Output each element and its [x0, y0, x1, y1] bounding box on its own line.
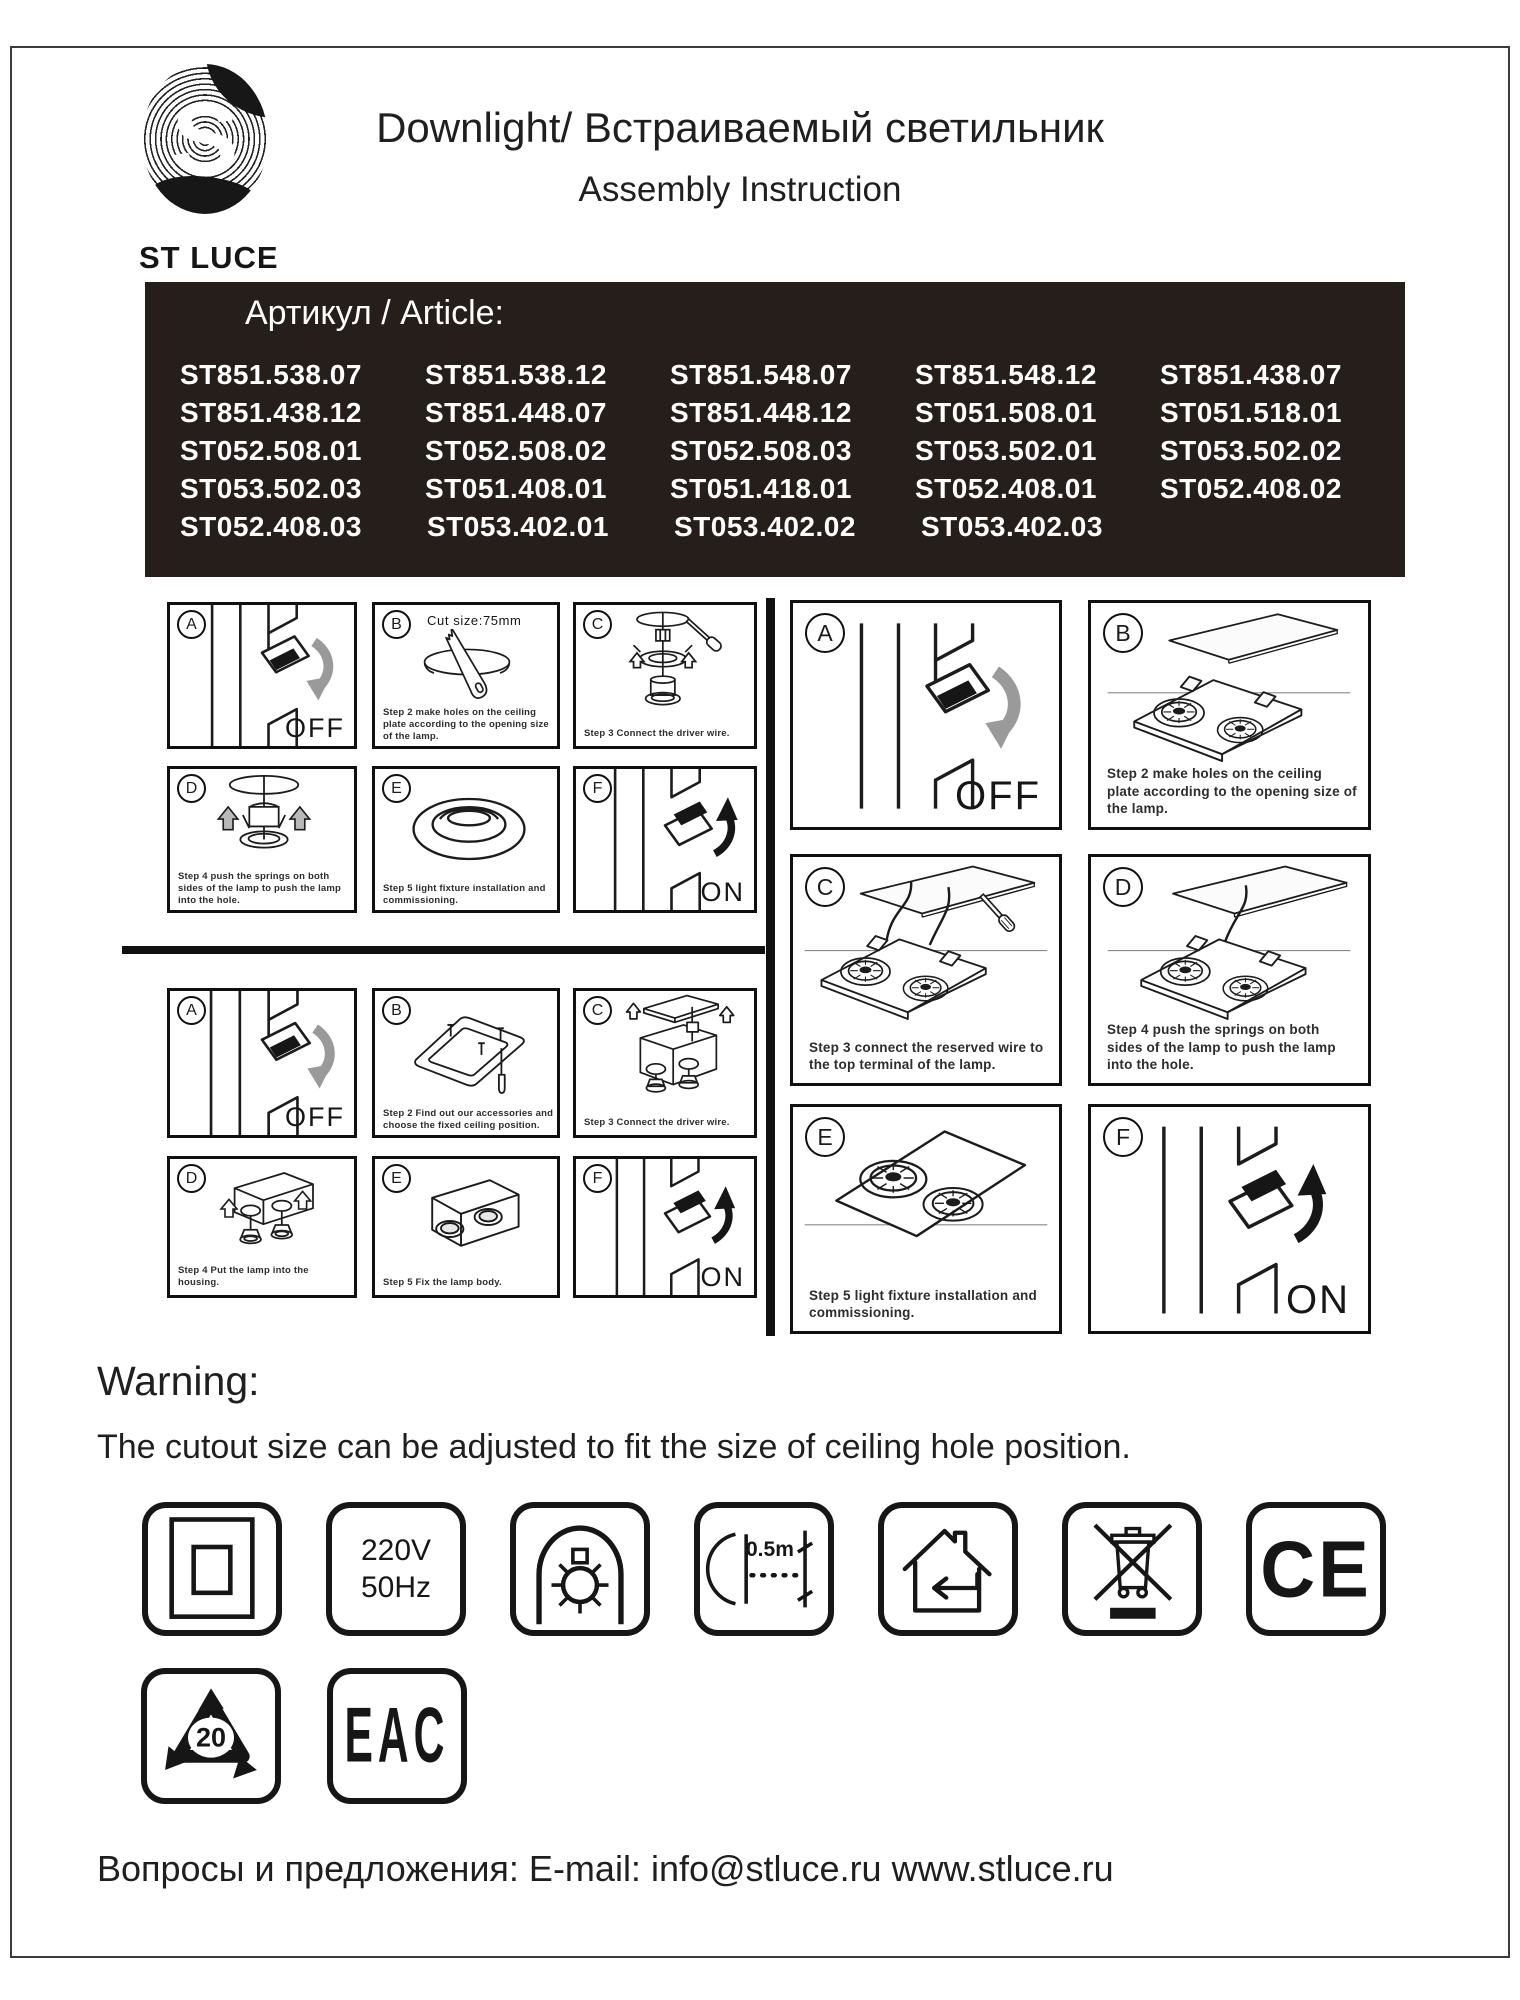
panel-set3-c [790, 854, 1062, 1086]
article-number: ST051.508.01 [915, 397, 1097, 428]
article-number: ST052.508.02 [425, 435, 607, 466]
eac-mark-icon [327, 1668, 467, 1804]
article-number: ST051.408.01 [425, 473, 607, 504]
article-row [145, 356, 1405, 394]
article-row [145, 470, 1405, 508]
logo-monogram: S [171, 82, 239, 195]
panel-set2-d [167, 1156, 357, 1298]
contact-line: Вопросы и предложения: E-mail: info@stluce.ru www.stluce.ru [97, 1848, 1114, 1889]
article-number: ST851.448.07 [425, 397, 607, 428]
panel-set3-d [1088, 854, 1371, 1086]
page-subtitle: Assembly Instruction [578, 170, 902, 209]
switch-state-label: OFF [285, 1102, 345, 1132]
switch-state-label: ON [700, 877, 745, 907]
panel-set2-f [573, 1156, 757, 1298]
article-number: ST851.438.07 [1160, 359, 1342, 390]
step-caption: Step 4 push the springs on both sides of the lamp to push the lamp into the hole. [178, 871, 342, 907]
step-letter: D [177, 774, 206, 803]
warning-text: The cutout size can be adjusted to fit the size of ceiling hole position. [97, 1428, 1131, 1466]
article-number: ST851.448.12 [670, 397, 852, 428]
horizontal-divider [122, 946, 765, 954]
min-distance-glyph [705, 1511, 823, 1627]
step-letter: D [1103, 867, 1143, 907]
ce-mark-icon [1246, 1502, 1386, 1636]
panel-set1-c [573, 602, 757, 749]
panel-set1-a [167, 602, 357, 749]
article-box [145, 282, 1405, 577]
warning-heading: Warning: [97, 1358, 260, 1404]
panel-set1-f [573, 766, 757, 913]
distance-label: 0.5m [746, 1538, 794, 1561]
article-number: ST052.408.02 [1160, 473, 1342, 504]
article-number: ST053.402.01 [427, 511, 609, 542]
step-caption: Step 3 Connect the driver wire. [584, 1117, 730, 1129]
step-letter: C [805, 867, 845, 907]
switch-state-label: ON [700, 1262, 745, 1292]
step-caption: Step 3 Connect the driver wire. [584, 728, 730, 740]
switch-state-label: OFF [955, 774, 1041, 818]
recessed-luminaire-glyph [530, 1512, 630, 1626]
panel-set2-a [167, 988, 357, 1138]
step-letter: A [177, 996, 206, 1025]
recycle-20-icon [141, 1668, 281, 1804]
step-caption: Step 2 make holes on the ceiling plate according to the opening size of the lamp. [1107, 766, 1357, 817]
article-row [145, 394, 1405, 432]
article-number: ST851.438.12 [180, 397, 362, 428]
step-caption: Step 3 connect the reserved wire to the top terminal of the lamp. [809, 1039, 1044, 1073]
article-row [145, 508, 1405, 546]
step-letter: E [382, 774, 411, 803]
step-letter: A [805, 613, 845, 653]
step-caption: Step 5 light fixture installation and commissioning. [383, 883, 546, 907]
article-number: ST053.402.02 [674, 511, 856, 542]
article-number: ST053.402.03 [921, 511, 1103, 542]
step-letter: C [583, 610, 612, 639]
weee-bin-glyph [1079, 1510, 1185, 1628]
eac-label: EAC [344, 1692, 450, 1780]
step-letter: E [805, 1117, 845, 1157]
article-row [145, 432, 1405, 470]
lamp-installed-icon [391, 779, 547, 879]
class-ii-glyph [164, 1514, 260, 1624]
indoor-use-glyph [894, 1512, 1002, 1626]
step-caption: Step 4 Put the lamp into the housing. [178, 1265, 309, 1289]
article-number: ST052.408.03 [180, 511, 362, 542]
cut-size-label: Cut size:75mm [427, 613, 522, 628]
article-number: ST052.508.01 [180, 435, 362, 466]
voltage-icon [326, 1502, 466, 1636]
article-number: ST851.538.12 [425, 359, 607, 390]
step-caption: Step 5 light fixture installation and commissioning. [809, 1287, 1037, 1321]
panel-set2-e [372, 1156, 560, 1298]
switch-state-label: ON [1286, 1278, 1350, 1322]
step-letter: E [382, 1164, 411, 1193]
step-letter: B [1103, 613, 1143, 653]
step-letter: A [177, 610, 206, 639]
page-title: Downlight/ Встраиваемый светильник [376, 104, 1104, 151]
min-distance-icon [694, 1502, 834, 1636]
indoor-use-icon [878, 1502, 1018, 1636]
step-caption: Step 2 Find out our accessories and choose the fixed ceiling position. [383, 1108, 554, 1132]
box-installed-icon [387, 1161, 551, 1265]
voltage-line2: 50Hz [360, 1571, 432, 1604]
voltage-line1: 220V [360, 1534, 432, 1567]
article-number: ST053.502.03 [180, 473, 362, 504]
step-letter: B [382, 996, 411, 1025]
step-letter: D [177, 1164, 206, 1193]
article-list [145, 356, 1405, 546]
class-ii-icon [142, 1502, 282, 1636]
step-caption: Step 4 push the springs on both sides of the lamp to push the lamp into the hole. [1107, 1022, 1336, 1073]
panel-set3-f [1088, 1104, 1371, 1334]
article-number: ST052.508.03 [670, 435, 852, 466]
article-number: ST051.518.01 [1160, 397, 1342, 428]
article-number: ST053.502.01 [915, 435, 1097, 466]
panel-set3-a [790, 600, 1062, 830]
panel-set1-b [372, 602, 560, 749]
panel-set1-e [372, 766, 560, 913]
panel-set3-e [790, 1104, 1062, 1334]
article-number: ST851.538.07 [180, 359, 362, 390]
step-caption: Step 2 make holes on the ceiling plate according to the opening size of the lamp. [383, 707, 549, 743]
article-number: ST053.502.02 [1160, 435, 1342, 466]
panel-set2-b [372, 988, 560, 1138]
saw-cutting-icon [379, 629, 555, 717]
switch-state-label: OFF [285, 713, 345, 743]
panel-set2-c [573, 988, 757, 1138]
article-heading: Артикул / Article: [245, 294, 505, 332]
step-letter: F [1103, 1117, 1143, 1157]
panel-set3-b [1088, 600, 1371, 830]
step-letter: F [583, 1164, 612, 1193]
panel-set1-d [167, 766, 357, 913]
vertical-divider [766, 598, 775, 1336]
recycle-number: 20 [188, 1718, 234, 1758]
recessed-luminaire-icon [510, 1502, 650, 1636]
ce-label: CE [1260, 1524, 1372, 1614]
article-number: ST051.418.01 [670, 473, 852, 504]
step-letter: B [382, 610, 411, 639]
article-number: ST052.408.01 [915, 473, 1097, 504]
voltage-text [361, 1532, 431, 1606]
step-letter: F [583, 774, 612, 803]
step-caption: Step 5 Fix the lamp body. [383, 1277, 502, 1289]
step-letter: C [583, 996, 612, 1025]
article-number: ST851.548.12 [915, 359, 1097, 390]
weee-bin-icon [1062, 1502, 1202, 1636]
brand-name: ST LUCE [139, 240, 279, 275]
article-number: ST851.548.07 [670, 359, 852, 390]
